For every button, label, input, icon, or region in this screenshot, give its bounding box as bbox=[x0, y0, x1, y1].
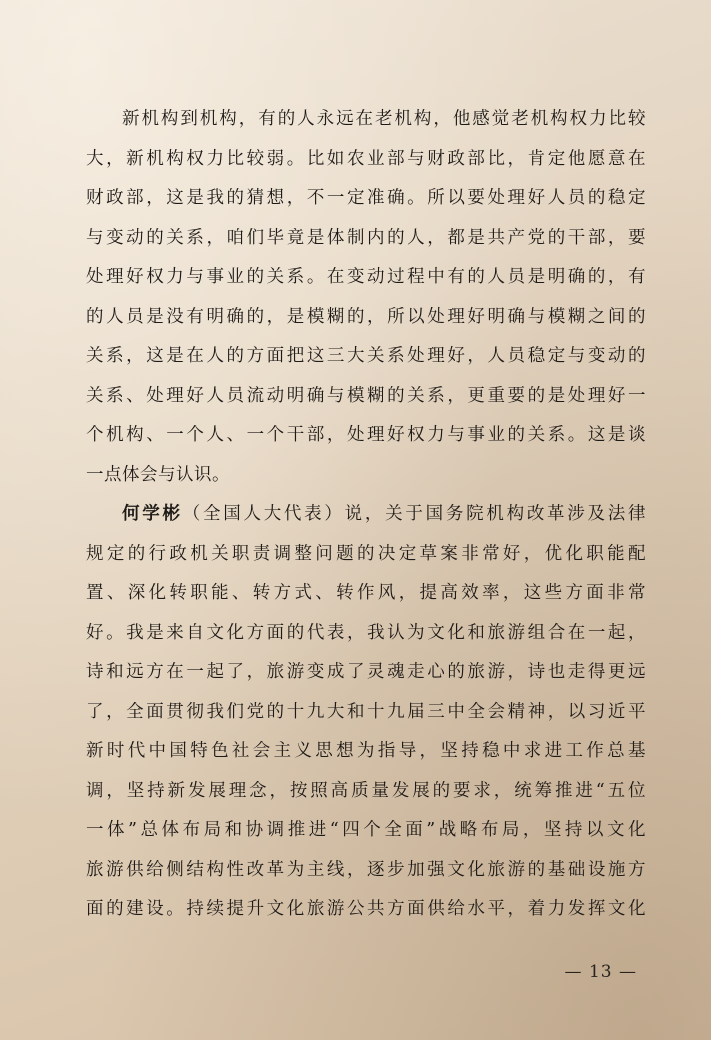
text-line: 的人员是没有明确的，是模糊的，所以处理好明确与模糊之间的 bbox=[86, 306, 646, 327]
text-line: 关系、处理好人员流动明确与模糊的关系，更重要的是处理好一 bbox=[86, 385, 646, 406]
text-line: 关系，这是在人的方面把这三大关系处理好，人员稳定与变动的 bbox=[86, 346, 646, 366]
text-line: 置、深化转职能、转方式、转作风，提高效率，这些方面非常 bbox=[86, 583, 646, 603]
body-text bbox=[86, 100, 646, 930]
text-line: 一体”总体布局和协调推进“四个全面”战略布局，坚持以文化 bbox=[86, 820, 646, 840]
text-line: 处理好权力与事业的关系。在变动过程中有的人员是明确的，有 bbox=[86, 267, 646, 287]
text-line: 面的建设。持续提升文化旅游公共方面供给水平，着力发挥文化 bbox=[86, 899, 646, 919]
text-line: 了，全面贯彻我们党的十九大和十九届三中全会精神，以习近平 bbox=[86, 701, 646, 722]
text-line: 一点体会与认识。 bbox=[86, 464, 230, 485]
text-line: 新机构到机构，有的人永远在老机构，他感觉老机构权力比较 bbox=[122, 109, 646, 129]
text-line: 大，新机构权力比较弱。比如农业部与财政部比，肯定他愿意在 bbox=[86, 148, 646, 169]
text-line: 调，坚持新发展理念，按照高质量发展的要求，统筹推进“五位 bbox=[86, 780, 646, 801]
speaker-line-text: （全国人大代表）说，关于国务院机构改革涉及法律 bbox=[182, 504, 647, 524]
text-line: 与变动的关系，咱们毕竟是体制内的人，都是共产党的干部，要 bbox=[86, 227, 646, 248]
speaker-name: 何学彬 bbox=[122, 504, 183, 524]
text-line: 诗和远方在一起了，旅游变成了灵魂走心的旅游，诗也走得更远 bbox=[86, 662, 646, 682]
text-line: 规定的行政机关职责调整问题的决定草案非常好，优化职能配 bbox=[86, 543, 646, 564]
speaker-line bbox=[86, 495, 646, 535]
text-line: 好。我是来自文化方面的代表，我认为文化和旅游组合在一起， bbox=[86, 622, 646, 643]
text-line: 财政部，这是我的猜想，不一定准确。所以要处理好人员的稳定 bbox=[86, 188, 646, 208]
text-line: 新时代中国特色社会主义思想为指导，坚持稳中求进工作总基 bbox=[86, 741, 646, 761]
page-number: — 13 — bbox=[564, 962, 637, 982]
text-line: 个机构、一个人、一个干部，处理好权力与事业的关系。这是谈 bbox=[86, 425, 646, 445]
text-line: 旅游供给侧结构性改革为主线，逐步加强文化旅游的基础设施方 bbox=[86, 859, 646, 880]
